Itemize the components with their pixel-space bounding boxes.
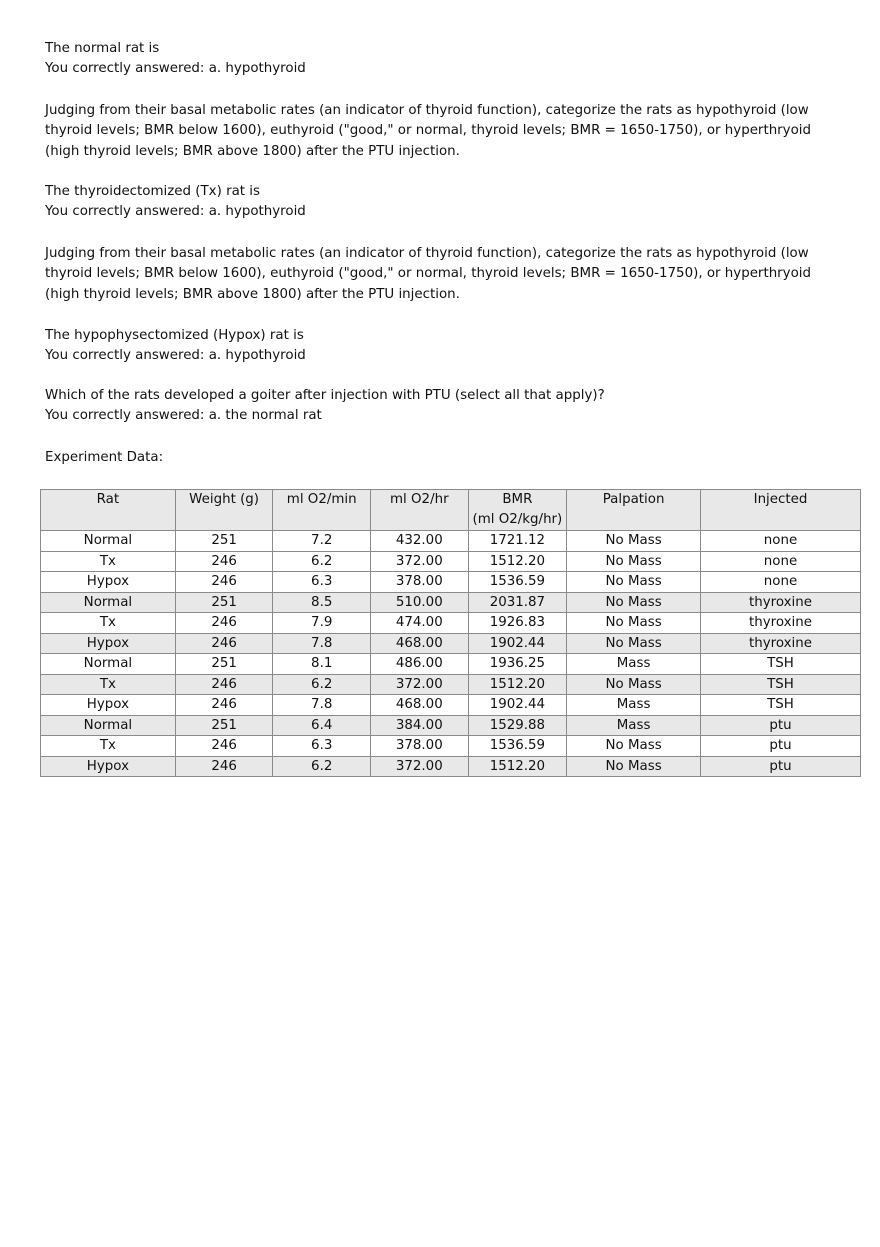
answer-text: You correctly answered: a. hypothyroid [45, 348, 306, 364]
question-text: The thyroidectomized (Tx) rat is [45, 184, 261, 199]
cell-rat: Hypox [41, 633, 176, 654]
header-o2-min: ml O2/min [273, 490, 371, 531]
answer-text: You correctly answered: a. the normal rat [45, 408, 322, 424]
cell-bmr: 1512.20 [468, 551, 567, 572]
cell-bmr: 2031.87 [468, 592, 567, 613]
instructions-paragraph [45, 101, 825, 162]
cell-palpation: No Mass [567, 674, 701, 695]
question-normal-rat [45, 39, 825, 80]
cell-palpation: Mass [567, 715, 701, 736]
cell-o2-hr: 510.00 [371, 592, 469, 613]
cell-injected: ptu [701, 715, 861, 736]
section-label: Experiment Data: [45, 450, 164, 465]
header-weight: Weight (g) [175, 490, 273, 531]
cell-o2-hr: 468.00 [371, 633, 469, 654]
cell-o2-hr: 474.00 [371, 613, 469, 634]
cell-injected: none [701, 551, 861, 572]
cell-bmr: 1512.20 [468, 756, 567, 777]
table-row [41, 633, 861, 654]
cell-rat: Normal [41, 531, 176, 552]
table-row [41, 572, 861, 593]
cell-weight: 246 [175, 695, 273, 716]
cell-bmr: 1902.44 [468, 695, 567, 716]
cell-weight: 246 [175, 736, 273, 757]
header-o2-hr: ml O2/hr [371, 490, 469, 531]
experiment-data-label [45, 448, 825, 468]
header-bmr-label: BMR [502, 492, 533, 507]
cell-rat: Hypox [41, 756, 176, 777]
cell-injected: TSH [701, 674, 861, 695]
cell-palpation: No Mass [567, 633, 701, 654]
cell-o2-min: 7.8 [273, 695, 371, 716]
cell-palpation: No Mass [567, 592, 701, 613]
table-row [41, 736, 861, 757]
cell-weight: 251 [175, 531, 273, 552]
cell-rat: Tx [41, 613, 176, 634]
cell-bmr: 1512.20 [468, 674, 567, 695]
cell-o2-hr: 378.00 [371, 572, 469, 593]
table-row [41, 531, 861, 552]
cell-rat: Tx [41, 674, 176, 695]
question-text: Which of the rats developed a goiter after injection with PTU (select all that apply)? [45, 388, 605, 403]
cell-weight: 246 [175, 756, 273, 777]
cell-rat: Normal [41, 592, 176, 613]
cell-injected: none [701, 531, 861, 552]
instructions-text: Judging from their basal metabolic rates (an indicator of thyroid function), categorize the rats as hypothyroid (low thyroid levels; BMR below 1600), euthyroid ("good," or normal, thyroid levels; BMR = 1650-1750), or hyperthryoid (high thyroid levels; BMR above 1800) after the PTU injection. [45, 246, 812, 302]
cell-o2-min: 7.9 [273, 613, 371, 634]
cell-injected: ptu [701, 736, 861, 757]
header-rat: Rat [41, 490, 176, 531]
header-bmr [468, 490, 567, 531]
cell-o2-hr: 372.00 [371, 674, 469, 695]
cell-o2-min: 6.3 [273, 736, 371, 757]
cell-palpation: No Mass [567, 572, 701, 593]
cell-rat: Hypox [41, 695, 176, 716]
cell-o2-hr: 486.00 [371, 654, 469, 675]
header-bmr-unit: (ml O2/kg/hr) [472, 512, 563, 527]
cell-weight: 246 [175, 551, 273, 572]
cell-palpation: No Mass [567, 756, 701, 777]
table-row [41, 654, 861, 675]
table-row [41, 551, 861, 572]
table-row [41, 613, 861, 634]
cell-injected: thyroxine [701, 633, 861, 654]
cell-bmr: 1936.25 [468, 654, 567, 675]
cell-weight: 251 [175, 654, 273, 675]
question-tx-rat [45, 182, 825, 223]
cell-weight: 246 [175, 613, 273, 634]
cell-weight: 246 [175, 674, 273, 695]
cell-o2-min: 6.2 [273, 551, 371, 572]
cell-o2-min: 6.4 [273, 715, 371, 736]
cell-rat: Tx [41, 551, 176, 572]
cell-bmr: 1529.88 [468, 715, 567, 736]
cell-bmr: 1536.59 [468, 572, 567, 593]
table-header-row [41, 490, 861, 531]
cell-palpation: Mass [567, 695, 701, 716]
cell-o2-min: 8.1 [273, 654, 371, 675]
cell-bmr: 1926.83 [468, 613, 567, 634]
cell-rat: Normal [41, 654, 176, 675]
header-palpation: Palpation [567, 490, 701, 531]
cell-o2-hr: 432.00 [371, 531, 469, 552]
cell-weight: 246 [175, 572, 273, 593]
cell-o2-min: 6.3 [273, 572, 371, 593]
header-injected: Injected [701, 490, 861, 531]
cell-palpation: No Mass [567, 613, 701, 634]
cell-o2-min: 7.8 [273, 633, 371, 654]
cell-weight: 246 [175, 633, 273, 654]
cell-palpation: No Mass [567, 531, 701, 552]
cell-o2-hr: 378.00 [371, 736, 469, 757]
answer-text: You correctly answered: a. hypothyroid [45, 61, 306, 77]
cell-injected: TSH [701, 654, 861, 675]
cell-bmr: 1536.59 [468, 736, 567, 757]
cell-o2-min: 8.5 [273, 592, 371, 613]
table-row [41, 756, 861, 777]
question-text: The hypophysectomized (Hypox) rat is [45, 328, 304, 343]
cell-injected: none [701, 572, 861, 593]
cell-weight: 251 [175, 592, 273, 613]
table-row [41, 695, 861, 716]
cell-o2-hr: 468.00 [371, 695, 469, 716]
question-goiter [45, 386, 825, 427]
cell-o2-hr: 372.00 [371, 551, 469, 572]
cell-injected: ptu [701, 756, 861, 777]
cell-rat: Normal [41, 715, 176, 736]
cell-rat: Tx [41, 736, 176, 757]
cell-o2-min: 6.2 [273, 674, 371, 695]
cell-palpation: Mass [567, 654, 701, 675]
cell-o2-min: 6.2 [273, 756, 371, 777]
table-row [41, 592, 861, 613]
instructions-text: Judging from their basal metabolic rates (an indicator of thyroid function), categorize the rats as hypothyroid (low thyroid levels; BMR below 1600), euthyroid ("good," or normal, thyroid levels; BMR = 1650-1750), or hyperthryoid (high thyroid levels; BMR above 1800) after the PTU injection. [45, 103, 812, 159]
cell-o2-hr: 384.00 [371, 715, 469, 736]
cell-palpation: No Mass [567, 551, 701, 572]
cell-o2-min: 7.2 [273, 531, 371, 552]
cell-weight: 251 [175, 715, 273, 736]
cell-o2-hr: 372.00 [371, 756, 469, 777]
cell-injected: TSH [701, 695, 861, 716]
table-body [41, 531, 861, 777]
table-row [41, 715, 861, 736]
instructions-paragraph [45, 244, 825, 305]
cell-injected: thyroxine [701, 613, 861, 634]
cell-bmr: 1721.12 [468, 531, 567, 552]
experiment-data-table [40, 489, 861, 777]
question-hypox-rat [45, 326, 825, 367]
cell-palpation: No Mass [567, 736, 701, 757]
answer-text: You correctly answered: a. hypothyroid [45, 204, 306, 220]
table-row [41, 674, 861, 695]
cell-bmr: 1902.44 [468, 633, 567, 654]
cell-rat: Hypox [41, 572, 176, 593]
question-text: The normal rat is [45, 41, 160, 56]
cell-injected: thyroxine [701, 592, 861, 613]
